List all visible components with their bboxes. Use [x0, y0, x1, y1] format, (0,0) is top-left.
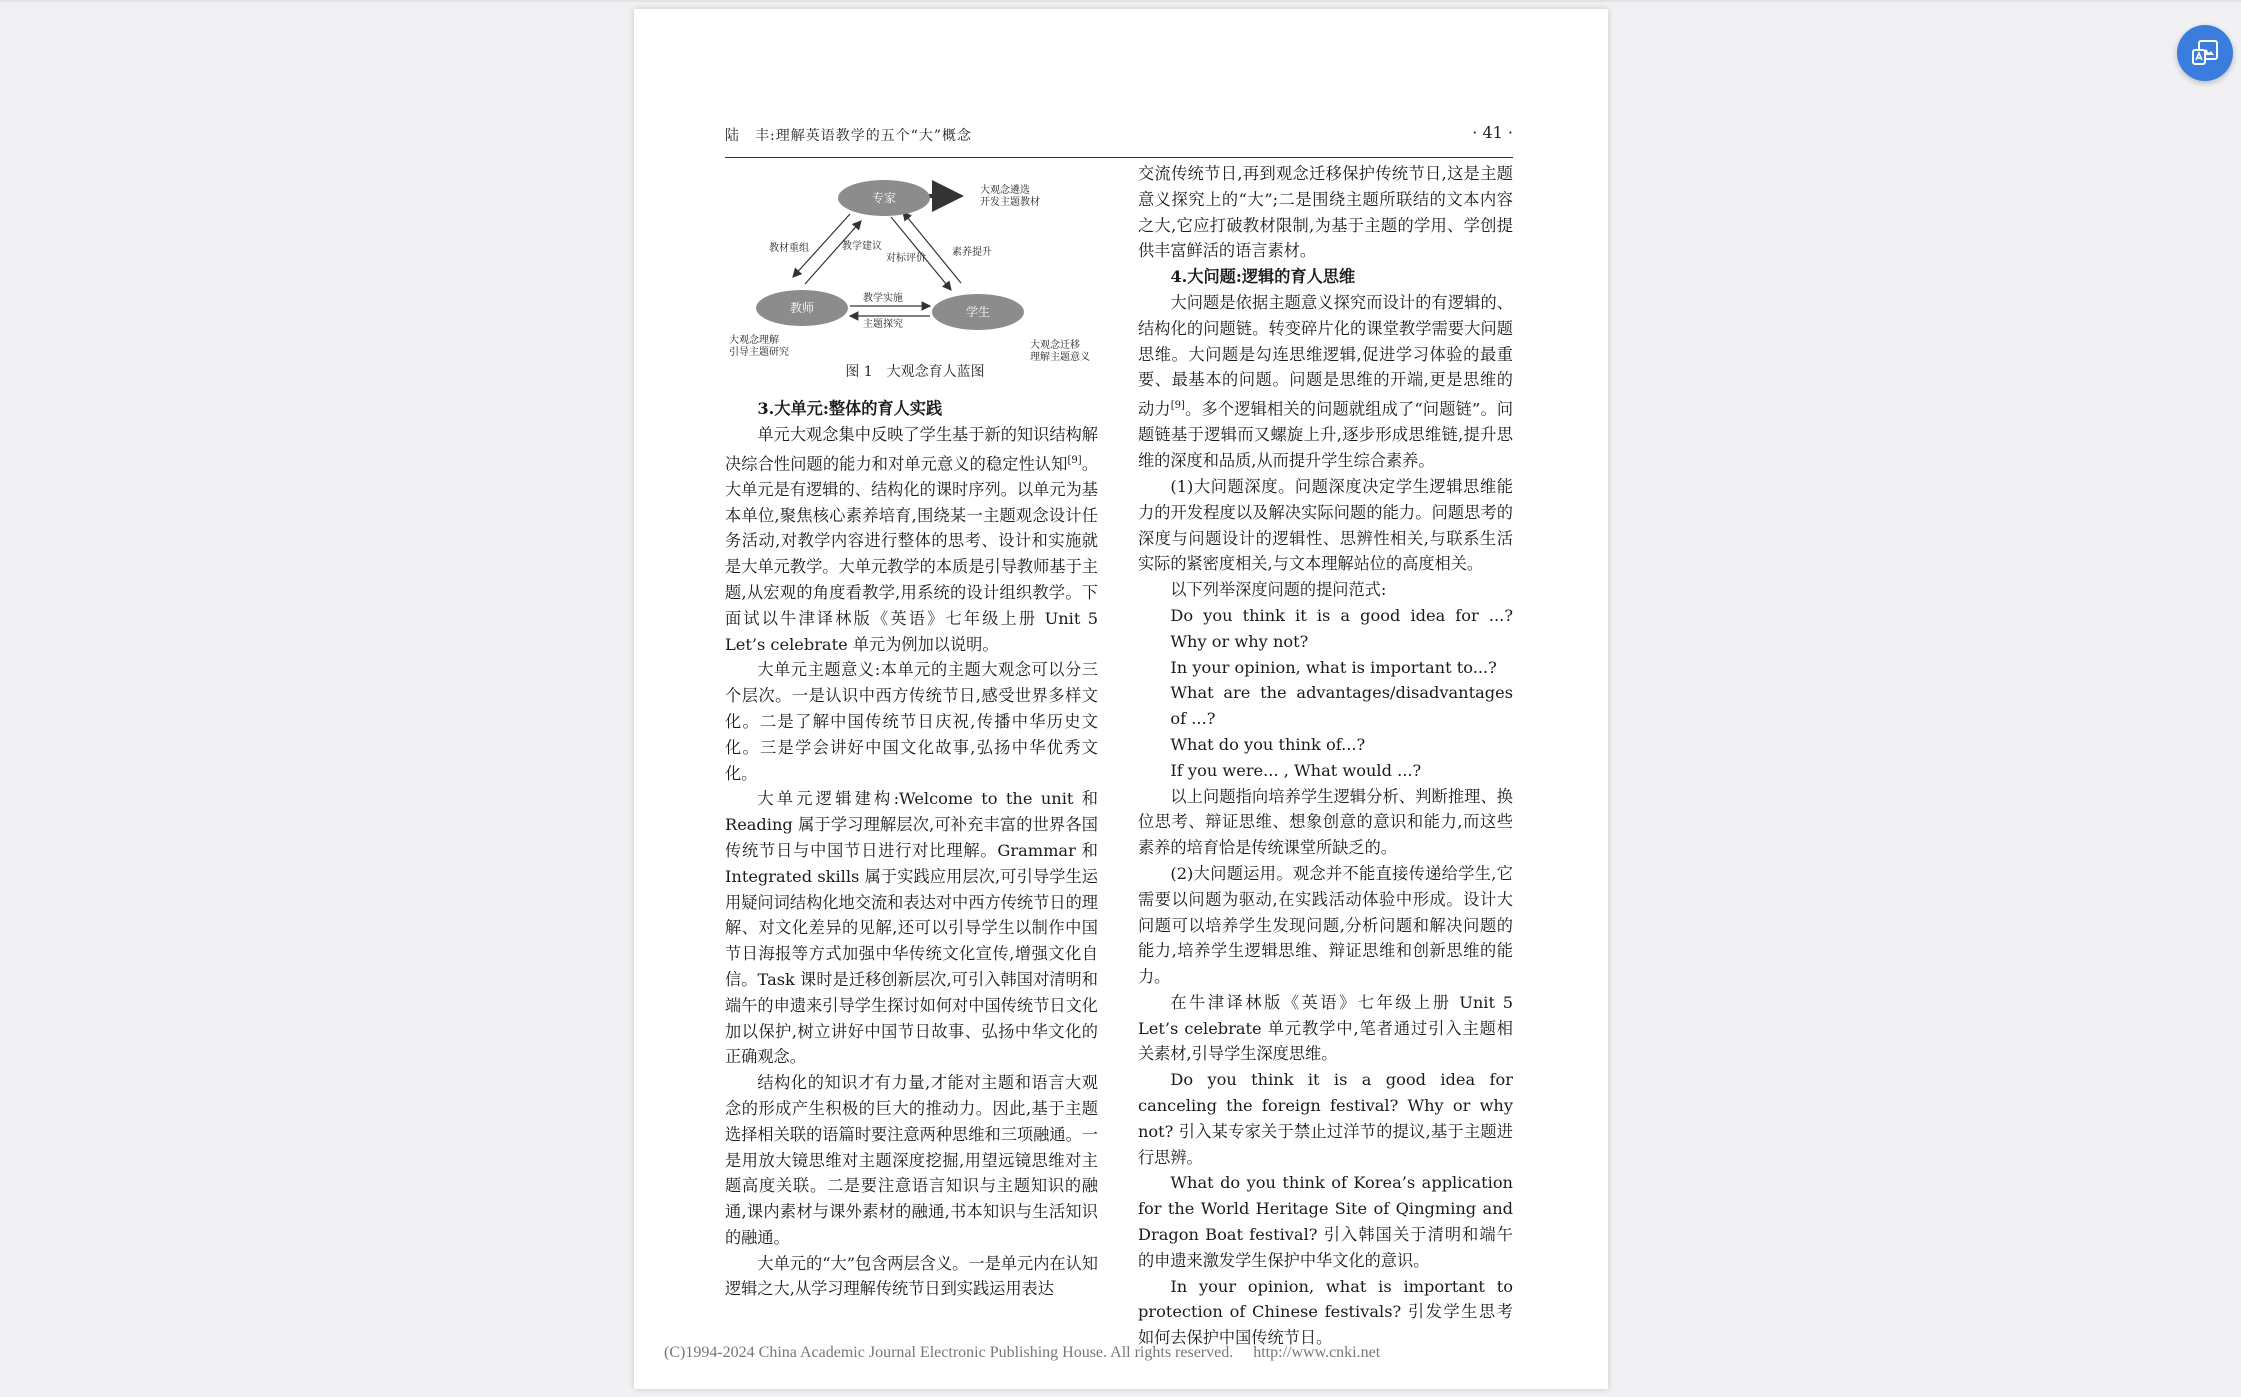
figure-caption: 图 1 大观念育人蓝图 [845, 364, 985, 380]
left-column [725, 396, 1098, 1302]
paragraph: In your opinion, what is important to protection of Chinese festivals? 引发学生思考如何去保护中国传统节日。 [1138, 1276, 1513, 1348]
student-note-1: 大观念迁移 [1030, 340, 1080, 351]
paragraph: 以上问题指向培养学生逻辑分析、判断推理、换位思考、辩证思维、想象创意的意识和能力,而这些素养的培育恰是传统课堂所缺乏的。 [1138, 786, 1513, 858]
paragraph: (2)大问题运用。观念并不能直接传递给学生,它需要以问题为驱动,在实践活动体验中形成。设计大问题可以培养学生发现问题,分析问题和解决问题的能力,培养学生逻辑思维、辩证思维和创新思维的能力。 [1138, 863, 1513, 987]
copyright-footer: (C)1994-2024 China Academic Journal Electronic Publishing House. All rights reserved. http://www.cnki.net [664, 1344, 1381, 1361]
example-question: Do you think it is a good idea for ...? Why or why not? [1170, 605, 1530, 651]
student-note-2: 理解主题意义 [1030, 352, 1090, 363]
paragraph: What do you think of Korea’s application for the World Heritage Site of Qingming and Dragon Boat festival? 引入韩国关于清明和端午的申遗来激发学生保护中华文化的意识。 [1138, 1173, 1513, 1270]
label-left-edge: 教材重组 [769, 243, 809, 254]
concept-diagram [725, 167, 1105, 367]
expert-note-1: 大观念遴选 [980, 185, 1030, 196]
header-title: 陆 丰:理解英语教学的五个“大”概念 [725, 128, 973, 144]
example-question: If you were... , What would ...? [1170, 760, 1422, 780]
paragraph: 大单元的“大”包含两层含义。一是单元内在认知逻辑之大,从学习理解传统节日到实践运用表达 [725, 1253, 1098, 1299]
image-translate-icon [2190, 38, 2220, 68]
label-evaluate: 对标评价 [886, 253, 926, 264]
paragraph: Do you think it is a good idea for canceling the foreign festival? Why or why not? 引入某专家关于禁止过洋节的提议,基于主题进行思辨。 [1138, 1070, 1513, 1167]
teacher-note-2: 引导主题研究 [729, 347, 789, 358]
paragraph: 在牛津译林版《英语》七年级上册 Unit 5 Let’s celebrate 单元教学中,笔者通过引入主题相关素材,引导学生深度思维。 [1138, 992, 1513, 1064]
page-number: · 41 · [1472, 123, 1513, 142]
right-column [1138, 161, 1530, 1351]
node-teacher-label: 教师 [789, 301, 815, 315]
example-question: In your opinion, what is important to...? [1170, 657, 1497, 677]
node-student-label: 学生 [965, 305, 991, 319]
paragraph: 单元大观念集中反映了学生基于新的知识结构解决综合性问题的能力和对单元意义的稳定性认知[9]。大单元是有逻辑的、结构化的课时序列。以单元为基本单位,聚焦核心素养培育,围绕某一主题观念设计任务活动,对教学内容进行整体的思考、设计和实施就是大单元教学。大单元教学的本质是引导教师基于主题,从宏观的角度看教学,用系统的设计组织教学。下面试以牛津译林版《英语》七年级上册 Unit 5 Let’s celebrate 单元为例加以说明。 [725, 424, 1099, 654]
section-heading-3: 3.大单元:整体的育人实践 [757, 399, 943, 418]
label-suggest: 教学建议 [842, 241, 882, 252]
running-header [725, 117, 1513, 158]
example-question: What are the advantages/disadvantages of ...? [1170, 683, 1513, 729]
paragraph: 大问题是依据主题意义探究而设计的有逻辑的、结构化的问题链。转变碎片化的课堂教学需要大问题思维。大问题是勾连思维逻辑,促进学习体验的最重要、最基本的问题。问题是思维的开端,更是思维的动力[9]。多个逻辑相关的问题就组成了“问题链”。问题链基于逻辑而又螺旋上升,逐步形成思维链,提升思维的深度和品质,从而提升学生综合素养。 [1138, 292, 1514, 471]
paragraph: 结构化的知识才有力量,才能对主题和语言大观念的形成产生积极的巨大的推动力。因此,基于主题选择相关联的语篇时要注意两种思维和三项融通。一是用放大镜思维对主题深度挖掘,用望远镜思维对主题高度关联。二是要注意语言知识与主题知识的融通,课内素材与课外素材的融通,书本知识与生活知识的融通。 [725, 1073, 1098, 1247]
paragraph: 大单元主题意义:本单元的主题大观念可以分三个层次。一是认识中西方传统节日,感受世界多样文化。二是了解中国传统节日庆祝,传播中华历史文化。三是学会讲好中国文化故事,弘扬中华优秀文化。 [725, 660, 1098, 783]
paragraph: 以下列举深度问题的提问范式: [1170, 580, 1387, 600]
expert-note-2: 开发主题教材 [980, 197, 1040, 208]
label-right-edge: 素养提升 [952, 247, 992, 258]
arrow-teacher-expert [805, 221, 861, 284]
example-question: What do you think of...? [1170, 734, 1366, 754]
label-inquiry: 主题探究 [863, 319, 903, 330]
node-expert-label: 专家 [871, 191, 897, 205]
paragraph: (1)大问题深度。问题深度决定学生逻辑思维能力的开发程度以及解决实际问题的能力。问题思考的深度与问题设计的逻辑性、思辨性相关,与联系生活实际的紧密度相关,与文本理解站位的高度相关。 [1138, 476, 1513, 574]
image-translate-button[interactable] [2177, 25, 2233, 81]
document-page [634, 9, 1608, 1389]
label-teach: 教学实施 [863, 293, 903, 304]
top-divider [0, 0, 2241, 2]
paragraph: 交流传统节日,再到观念迁移保护传统节日,这是主题意义探究上的“大”;二是围绕主题所联结的文本内容之大,它应打破教材限制,为基于主题的学用、学创提供丰富鲜活的语言素材。 [1138, 164, 1513, 261]
teacher-note-1: 大观念理解 [729, 335, 779, 346]
section-heading-4: 4.大问题:逻辑的育人思维 [1170, 267, 1356, 287]
paragraph: 大单元逻辑建构:Welcome to the unit 和 Reading 属于学习理解层次,可补充丰富的世界各国传统节日与中国节日进行对比理解。Grammar 和 Integrated skills 属于实践应用层次,可引导学生运用疑问词结构化地交流和表达对中西方传统节日的理解、对文化差异的见解,还可以引导学生以制作中国节日海报等方式加强中华传统文化宣传,增强文化自信。Task 课时是迁移创新层次,可引入韩国对清明和端午的申遗来引导学生探讨如何对中国传统节日文化加以保护,树立讲好中国节日故事、弘扬中华文化的正确观念。 [725, 789, 1098, 1067]
